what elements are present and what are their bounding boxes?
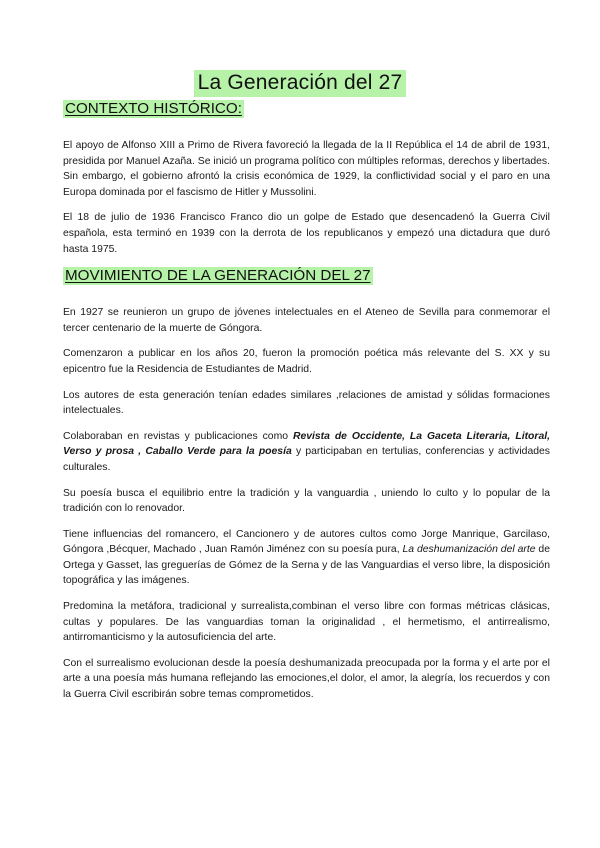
movement-paragraph-4 bbox=[63, 429, 550, 476]
movement-paragraph-7: Predomina la metáfora, tradicional y surrealista,combinan el verso libre con formas métricas clásicas, cultas y populares. De las vanguardias toman la originalidad , el hermetismo, el antirrealismo, antirromanticismo y la autosuficiencia del arte. bbox=[63, 601, 550, 644]
p6-book-title: La deshumanización del arte bbox=[402, 544, 536, 556]
movement-paragraph-6 bbox=[63, 527, 550, 589]
p4-text-start: Colaboraban en revistas y publicaciones como bbox=[63, 430, 293, 442]
p4-text-end: y participaban en tertulias, conferencias y actividades culturales. bbox=[63, 446, 550, 473]
p6-text-start: Tiene influencias del romancero, el Cancionero y de autores cultos como Jorge Manrique, Garcilaso, Góngora ,Bécquer, Machado , Juan Ramón Jiménez con su poesía pura, bbox=[63, 528, 550, 556]
p6-text-end: de Ortega y Gasset, las greguerías de Gómez de la Serna y de las Vanguardias el verso libre, la disposición topográfica y las imágenes. bbox=[63, 544, 550, 587]
movement-paragraph-2: Comenzaron a publicar en los años 20, fueron la promoción poética más relevante del S. XX y su epicentro fue la Residencia de Estudiantes de Madrid. bbox=[63, 348, 550, 375]
context-paragraph-1: El apoyo de Alfonso XIII a Primo de Rivera favoreció la llegada de la II República el 14 de abril de 1931, presidida por Manuel Azaña. Se inició un programa político con múltiples reformas, derechos y libertades. Sin embargo, el gobierno afrontó la crisis económica de 1929, la conflictividad social y el paro en una Europa dominada por el fascismo de Hitler y Mussolini. bbox=[63, 140, 550, 198]
movement-paragraph-5: Su poesía busca el equilibrio entre la tradición y la vanguardia , uniendo lo culto y lo popular de la tradición con lo renovador. bbox=[63, 487, 550, 515]
movement-paragraph-3: Los autores de esta generación tenían edades similares ,relaciones de amistad y sólidas formaciones intelectuales. bbox=[63, 389, 550, 417]
movement-heading: MOVIMIENTO DE LA GENERACIÓN DEL 27 bbox=[65, 267, 371, 285]
movement-paragraph-8: Con el surrealismo evolucionan desde la poesía deshumanizada preocupada por la forma y el arte por el arte a una poesía más humana reflejando las emociones,el dolor, el amor, la alegría, los recuerdos y con la Guerra Civil escribirán sobre temas comprometidos. bbox=[63, 657, 550, 701]
context-heading-block bbox=[63, 100, 550, 128]
movement-heading-block bbox=[63, 267, 550, 295]
document-body bbox=[63, 100, 550, 713]
p4-publications-emphasis: Revista de Occidente, La Gaceta Literaria, Litoral, Verso y prosa , Caballo Verde para la poesía bbox=[63, 430, 550, 458]
movement-paragraph-1: En 1927 se reunieron un grupo de jóvenes intelectuales en el Ateneo de Sevilla para conmemorar el tercer centenario de la muerte de Góngora. bbox=[63, 307, 550, 334]
page-title: La Generación del 27 bbox=[194, 70, 407, 97]
context-paragraph-2: El 18 de julio de 1936 Francisco Franco dio un golpe de Estado que desencadenó la Guerra Civil española, esta terminó en 1939 con la derrota de los republicanos y empezó una dictadura que duró hasta 1975. bbox=[63, 212, 550, 255]
title-wrap bbox=[0, 0, 600, 97]
context-heading: CONTEXTO HISTÓRICO: bbox=[65, 100, 242, 117]
